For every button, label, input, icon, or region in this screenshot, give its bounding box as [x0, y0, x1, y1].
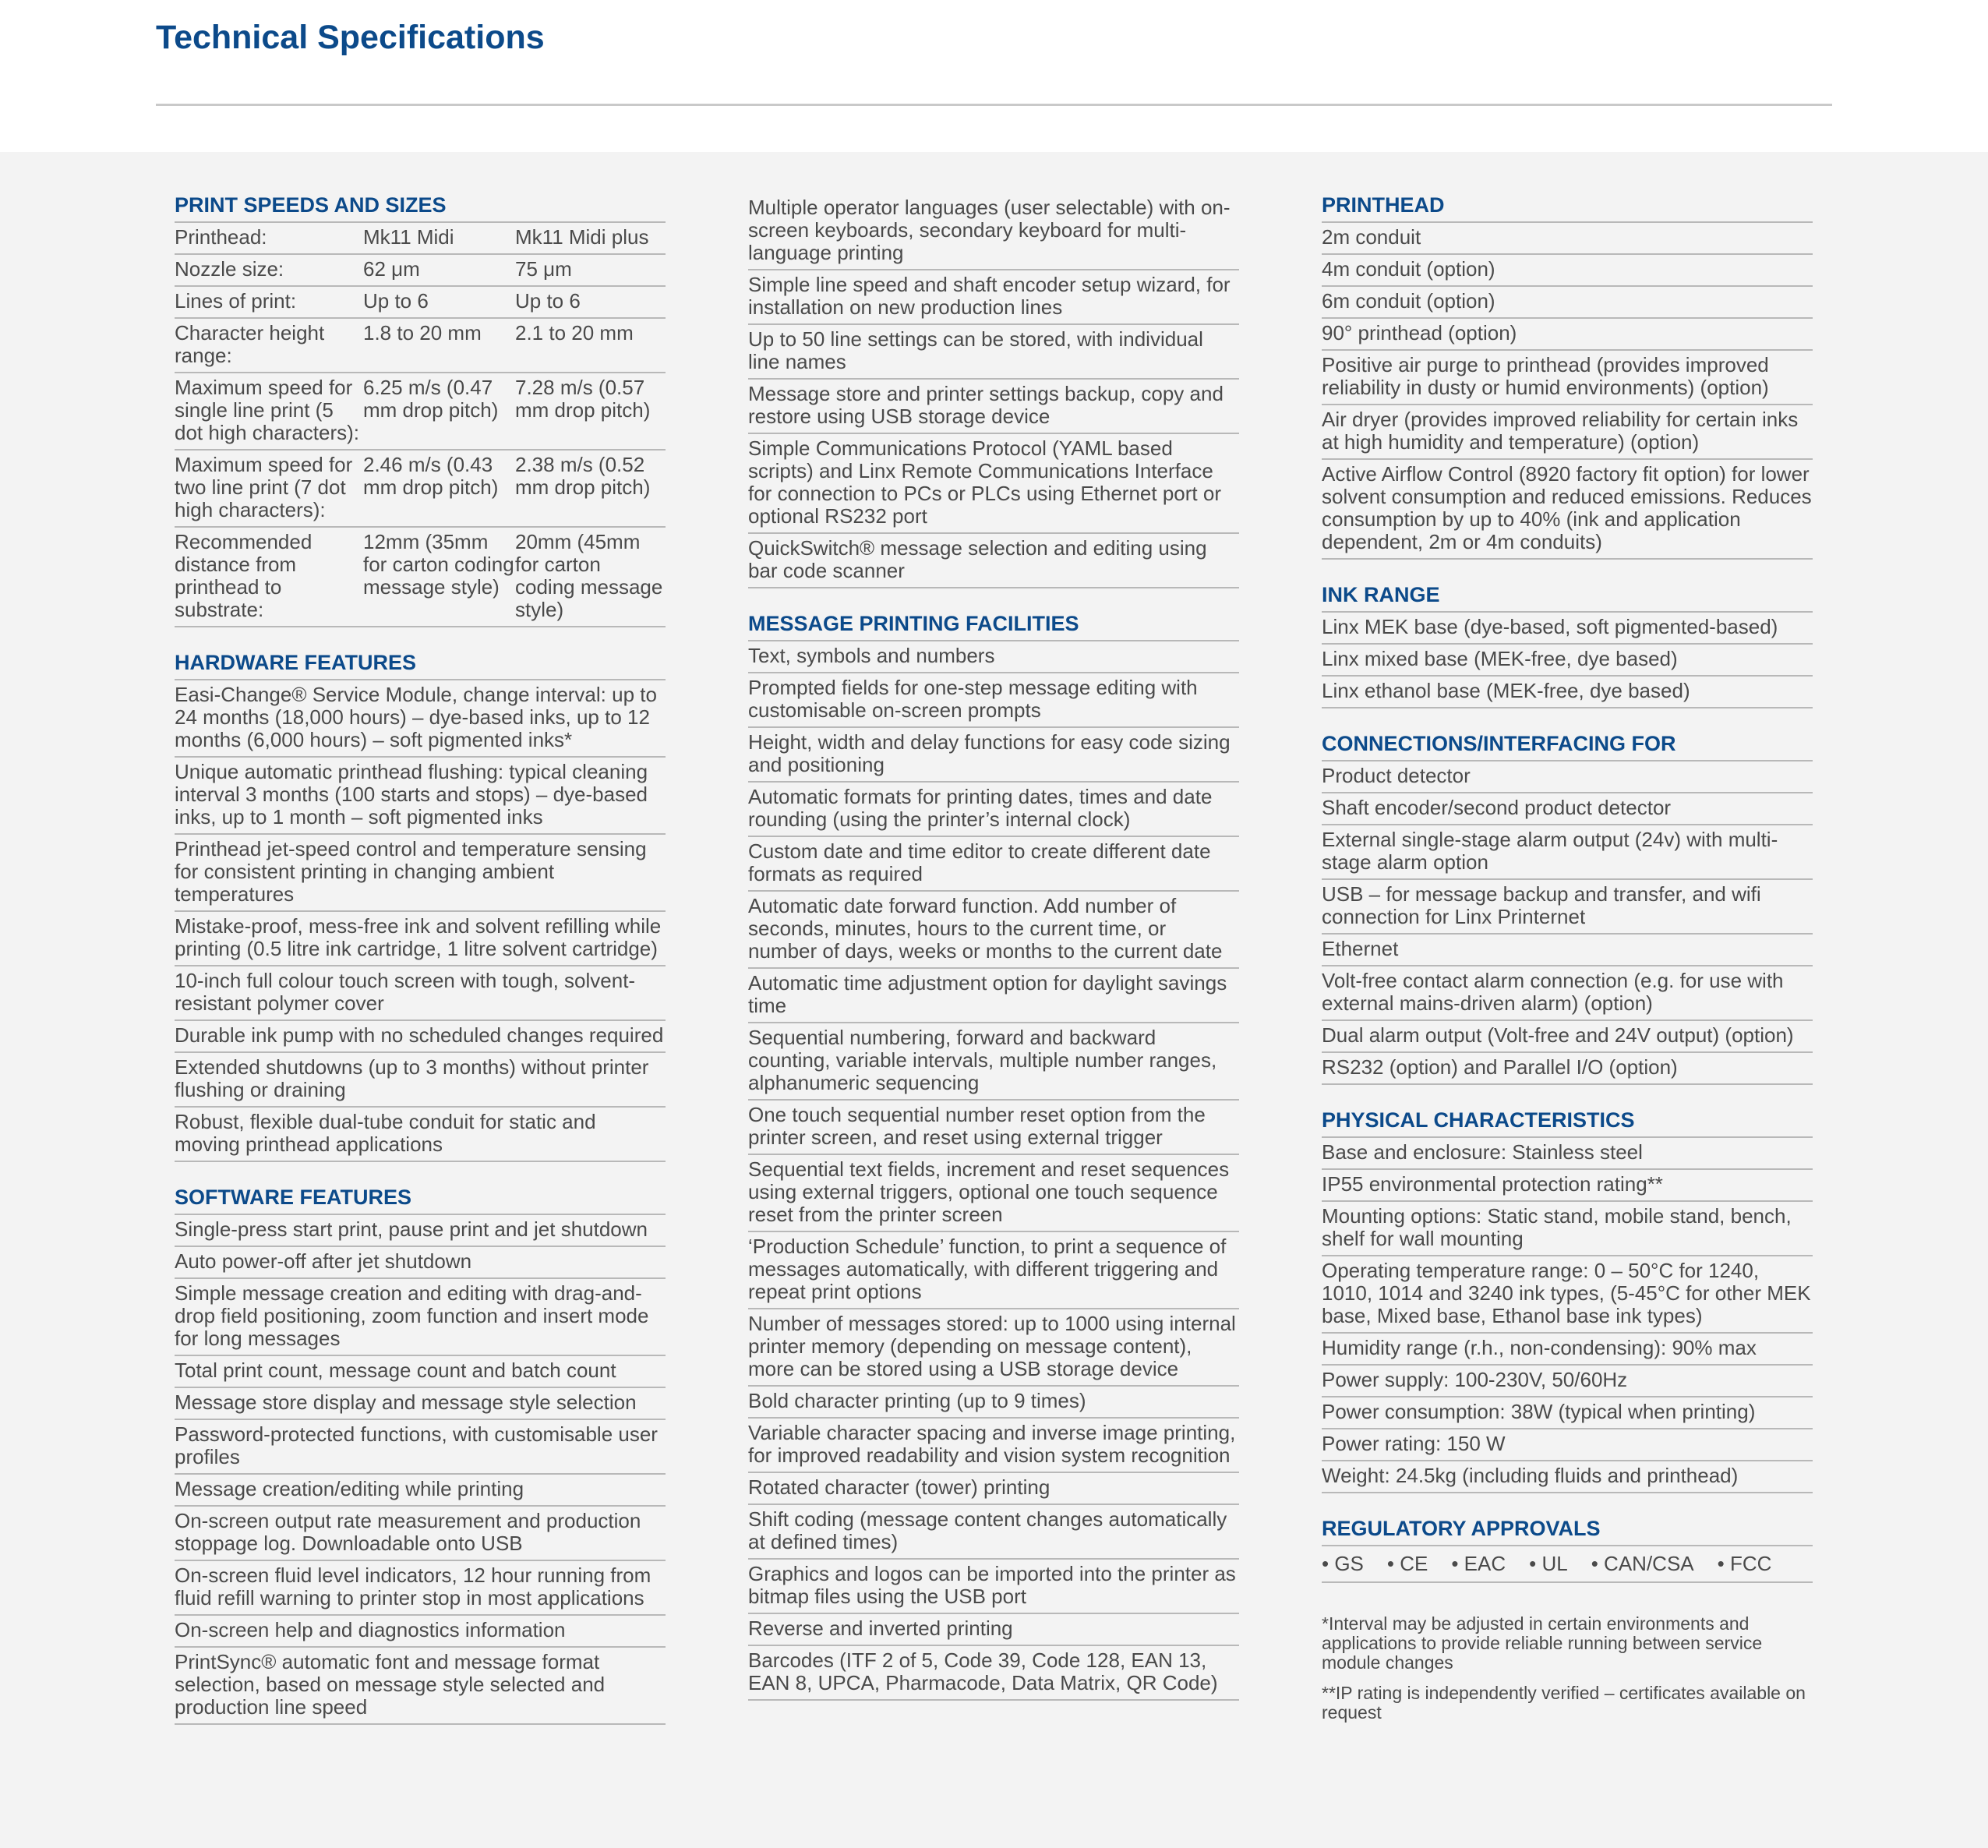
spec-row: [175, 223, 666, 254]
spec-value: 20mm (45mm for carton coding message style): [515, 527, 666, 627]
list-item: Dual alarm output (Volt-free and 24V output) (option): [1322, 1021, 1813, 1053]
list-item: Linx mixed base (MEK-free, dye based): [1322, 645, 1813, 677]
list-item: Air dryer (provides improved reliability for certain inks at high humidity and temperature) (option): [1322, 405, 1813, 460]
list-item: Shift coding (message content changes automatically at defined times): [748, 1505, 1239, 1560]
list-item: Mistake-proof, mess-free ink and solvent refilling while printing (0.5 litre ink cartridge, 1 litre solvent cartridge): [175, 912, 666, 966]
footnote-ip-rating: **IP rating is independently verified – certificates available on request: [1322, 1683, 1806, 1723]
list-item: Simple line speed and shaft encoder setup wizard, for installation on new production lines: [748, 270, 1239, 325]
spec-label: Lines of print:: [175, 286, 363, 318]
list-item: Sequential numbering, forward and backward counting, variable intervals, multiple number ranges, alphanumeric sequencing: [748, 1023, 1239, 1101]
list-item: Rotated character (tower) printing: [748, 1473, 1239, 1505]
spec-value: Mk11 Midi: [363, 223, 515, 254]
spec-value: 12mm (35mm for carton coding message style): [363, 527, 515, 627]
list-item: IP55 environmental protection rating**: [1322, 1170, 1813, 1202]
list-item: Power rating: 150 W: [1322, 1429, 1813, 1461]
approval-item: • CE: [1386, 1552, 1428, 1575]
list-item: Simple Communications Protocol (YAML based scripts) and Linx Remote Communications Interface for connection to PCs or PLCs using Ethernet port or optional RS232 port: [748, 434, 1239, 534]
list-item: Volt-free contact alarm connection (e.g. for use with external mains-driven alarm) (option): [1322, 966, 1813, 1021]
spec-label: Nozzle size:: [175, 254, 363, 286]
list-item: On-screen help and diagnostics information: [175, 1616, 666, 1648]
list-item: Height, width and delay functions for easy code sizing and positioning: [748, 728, 1239, 783]
list-item: Graphics and logos can be imported into the printer as bitmap files using the USB port: [748, 1560, 1239, 1614]
spec-value: 2.46 m/s (0.43 mm drop pitch): [363, 450, 515, 527]
list-item: Power consumption: 38W (typical when printing): [1322, 1397, 1813, 1429]
list-item: Positive air purge to printhead (provides improved reliability in dusty or humid environments) (option): [1322, 351, 1813, 405]
approval-item: • UL: [1529, 1552, 1568, 1575]
spec-row: [175, 450, 666, 527]
list-item: Operating temperature range: 0 – 50°C for 1240, 1010, 1014 and 3240 ink types, (5-45°C for other MEK base, Mixed base, Ethanol base ink types): [1322, 1256, 1813, 1334]
list-item: Power supply: 100-230V, 50/60Hz: [1322, 1366, 1813, 1397]
list-item: ‘Production Schedule’ function, to print a sequence of messages automatically, with different triggering and repeat print options: [748, 1232, 1239, 1309]
list-item: QuickSwitch® message selection and editing using bar code scanner: [748, 534, 1239, 588]
list-item: 2m conduit: [1322, 223, 1813, 255]
spec-row: [175, 527, 666, 627]
list-item: Linx ethanol base (MEK-free, dye based): [1322, 677, 1813, 708]
spec-value: 1.8 to 20 mm: [363, 318, 515, 373]
spec-value: Up to 6: [515, 286, 666, 318]
list-item: Password-protected functions, with customisable user profiles: [175, 1420, 666, 1475]
spec-row: [175, 254, 666, 286]
list-item: Prompted fields for one-step message editing with customisable on-screen prompts: [748, 673, 1239, 728]
list-item: Single-press start print, pause print and jet shutdown: [175, 1215, 666, 1247]
list-item: Printhead jet-speed control and temperature sensing for consistent printing in changing ambient temperatures: [175, 835, 666, 912]
section-heading: CONNECTIONS/INTERFACING FOR: [1322, 732, 1813, 761]
spec-value: 2.1 to 20 mm: [515, 318, 666, 373]
approval-item: • GS: [1322, 1552, 1364, 1575]
approval-item: • FCC: [1717, 1552, 1772, 1575]
approval-item: • EAC: [1451, 1552, 1506, 1575]
list-item: Message creation/editing while printing: [175, 1475, 666, 1507]
spec-label: Printhead:: [175, 223, 363, 254]
list-item: 4m conduit (option): [1322, 255, 1813, 287]
list-item: Sequential text fields, increment and reset sequences using external triggers, optional one touch sequence reset from the printer screen: [748, 1155, 1239, 1232]
list-item: Multiple operator languages (user selectable) with on-screen keyboards, secondary keyboard for multi-language printing: [748, 193, 1239, 270]
list-item: Message store and printer settings backup, copy and restore using USB storage device: [748, 380, 1239, 434]
list-item: Shaft encoder/second product detector: [1322, 793, 1813, 825]
list-item: 90° printhead (option): [1322, 319, 1813, 351]
list-item: Variable character spacing and inverse image printing, for improved readability and vision system recognition: [748, 1419, 1239, 1473]
approvals-list: [1322, 1546, 1813, 1583]
list-item: PrintSync® automatic font and message format selection, based on message style selected and production line speed: [175, 1648, 666, 1725]
section-heading: PRINTHEAD: [1322, 193, 1813, 223]
list-item: 10-inch full colour touch screen with tough, solvent-resistant polymer cover: [175, 966, 666, 1021]
hardware-section: [175, 651, 666, 1162]
software-section: [175, 1185, 666, 1725]
list-item: Bold character printing (up to 9 times): [748, 1387, 1239, 1419]
list-item: Product detector: [1322, 761, 1813, 793]
spec-label: Recommended distance from printhead to substrate:: [175, 527, 363, 627]
list-item: USB – for message backup and transfer, and wifi connection for Linx Printernet: [1322, 880, 1813, 935]
list-item: RS232 (option) and Parallel I/O (option): [1322, 1053, 1813, 1085]
list-item: Reverse and inverted printing: [748, 1614, 1239, 1646]
spec-value: 62 μm: [363, 254, 515, 286]
footnote-interval: *Interval may be adjusted in certain environments and applications to provide reliable running between service module changes: [1322, 1613, 1763, 1673]
list-item: Durable ink pump with no scheduled changes required: [175, 1021, 666, 1053]
ink-range-section: [1322, 583, 1813, 708]
spec-value: 6.25 m/s (0.47 mm drop pitch): [363, 373, 515, 450]
section-heading: PHYSICAL CHARACTERISTICS: [1322, 1108, 1813, 1138]
section-heading: REGULATORY APPROVALS: [1322, 1517, 1813, 1546]
list-item: Automatic date forward function. Add number of seconds, minutes, hours to the current time, or number of days, weeks or months to the current date: [748, 892, 1239, 969]
list-item: Simple message creation and editing with drag-and-drop field positioning, zoom function and insert mode for long messages: [175, 1279, 666, 1356]
spec-label: Maximum speed for single line print (5 dot high characters):: [175, 373, 363, 450]
spec-label: Character height range:: [175, 318, 363, 373]
spec-value: Mk11 Midi plus: [515, 223, 666, 254]
list-item: 6m conduit (option): [1322, 287, 1813, 319]
list-item: Number of messages stored: up to 1000 using internal printer memory (depending on message content), more can be stored using a USB storage device: [748, 1309, 1239, 1387]
section-heading: SOFTWARE FEATURES: [175, 1185, 666, 1215]
list-item: Up to 50 line settings can be stored, with individual line names: [748, 325, 1239, 380]
list-item: Robust, flexible dual-tube conduit for static and moving printhead applications: [175, 1108, 666, 1162]
column-left: [175, 193, 666, 1748]
list-item: Linx MEK base (dye-based, soft pigmented-based): [1322, 613, 1813, 645]
spec-value: 2.38 m/s (0.52 mm drop pitch): [515, 450, 666, 527]
section-heading: INK RANGE: [1322, 583, 1813, 613]
section-heading: HARDWARE FEATURES: [175, 651, 666, 680]
spec-label: Maximum speed for two line print (7 dot high characters):: [175, 450, 363, 527]
list-item: Custom date and time editor to create different date formats as required: [748, 837, 1239, 892]
spec-value: 7.28 m/s (0.57 mm drop pitch): [515, 373, 666, 450]
software-continued-section: [748, 193, 1239, 588]
list-item: One touch sequential number reset option from the printer screen, and reset using external trigger: [748, 1101, 1239, 1155]
connections-section: [1322, 732, 1813, 1085]
spec-value: 75 μm: [515, 254, 666, 286]
column-middle: [748, 193, 1239, 1724]
list-item: Humidity range (r.h., non-condensing): 90% max: [1322, 1334, 1813, 1366]
spec-row: [175, 318, 666, 373]
list-item: Message store display and message style selection: [175, 1388, 666, 1420]
section-heading: MESSAGE PRINTING FACILITIES: [748, 612, 1239, 641]
list-item: Auto power-off after jet shutdown: [175, 1247, 666, 1279]
title-divider: [156, 104, 1832, 106]
list-item: Easi-Change® Service Module, change interval: up to 24 months (18,000 hours) – dye-based inks, up to 12 months (6,000 hours) – soft pigmented inks*: [175, 680, 666, 758]
list-item: Weight: 24.5kg (including fluids and printhead): [1322, 1461, 1813, 1493]
list-item: Active Airflow Control (8920 factory fit option) for lower solvent consumption and reduced emissions. Reduces consumption by up to 40% (ink and application dependent, 2m or 4m conduits): [1322, 460, 1813, 560]
print-speeds-table: [175, 223, 666, 627]
spec-row: [175, 286, 666, 318]
list-item: Automatic time adjustment option for daylight savings time: [748, 969, 1239, 1023]
list-item: External single-stage alarm output (24v) with multi-stage alarm option: [1322, 825, 1813, 880]
regulatory-section: [1322, 1517, 1813, 1583]
message-printing-section: [748, 612, 1239, 1701]
printhead-section: [1322, 193, 1813, 560]
list-item: Ethernet: [1322, 935, 1813, 966]
physical-section: [1322, 1108, 1813, 1493]
list-item: Mounting options: Static stand, mobile stand, bench, shelf for wall mounting: [1322, 1202, 1813, 1256]
list-item: On-screen fluid level indicators, 12 hour running from fluid refill warning to printer stop in most applications: [175, 1561, 666, 1616]
list-item: Total print count, message count and batch count: [175, 1356, 666, 1388]
column-right: [1322, 193, 1813, 1723]
page-title: Technical Specifications: [156, 19, 545, 56]
list-item: Base and enclosure: Stainless steel: [1322, 1138, 1813, 1170]
list-item: Automatic formats for printing dates, times and date rounding (using the printer’s internal clock): [748, 783, 1239, 837]
list-item: Extended shutdowns (up to 3 months) without printer flushing or draining: [175, 1053, 666, 1108]
list-item: On-screen output rate measurement and production stoppage log. Downloadable onto USB: [175, 1507, 666, 1561]
spec-value: Up to 6: [363, 286, 515, 318]
list-item: Barcodes (ITF 2 of 5, Code 39, Code 128, EAN 13, EAN 8, UPCA, Pharmacode, Data Matrix, QR Code): [748, 1646, 1239, 1701]
spec-row: [175, 373, 666, 450]
print-speeds-section: [175, 193, 666, 627]
section-heading: PRINT SPEEDS AND SIZES: [175, 193, 666, 223]
approval-item: • CAN/CSA: [1591, 1552, 1694, 1575]
list-item: Unique automatic printhead flushing: typical cleaning interval 3 months (100 starts and stops) – dye-based inks, up to 1 month – soft pigmented inks: [175, 758, 666, 835]
list-item: Text, symbols and numbers: [748, 641, 1239, 673]
